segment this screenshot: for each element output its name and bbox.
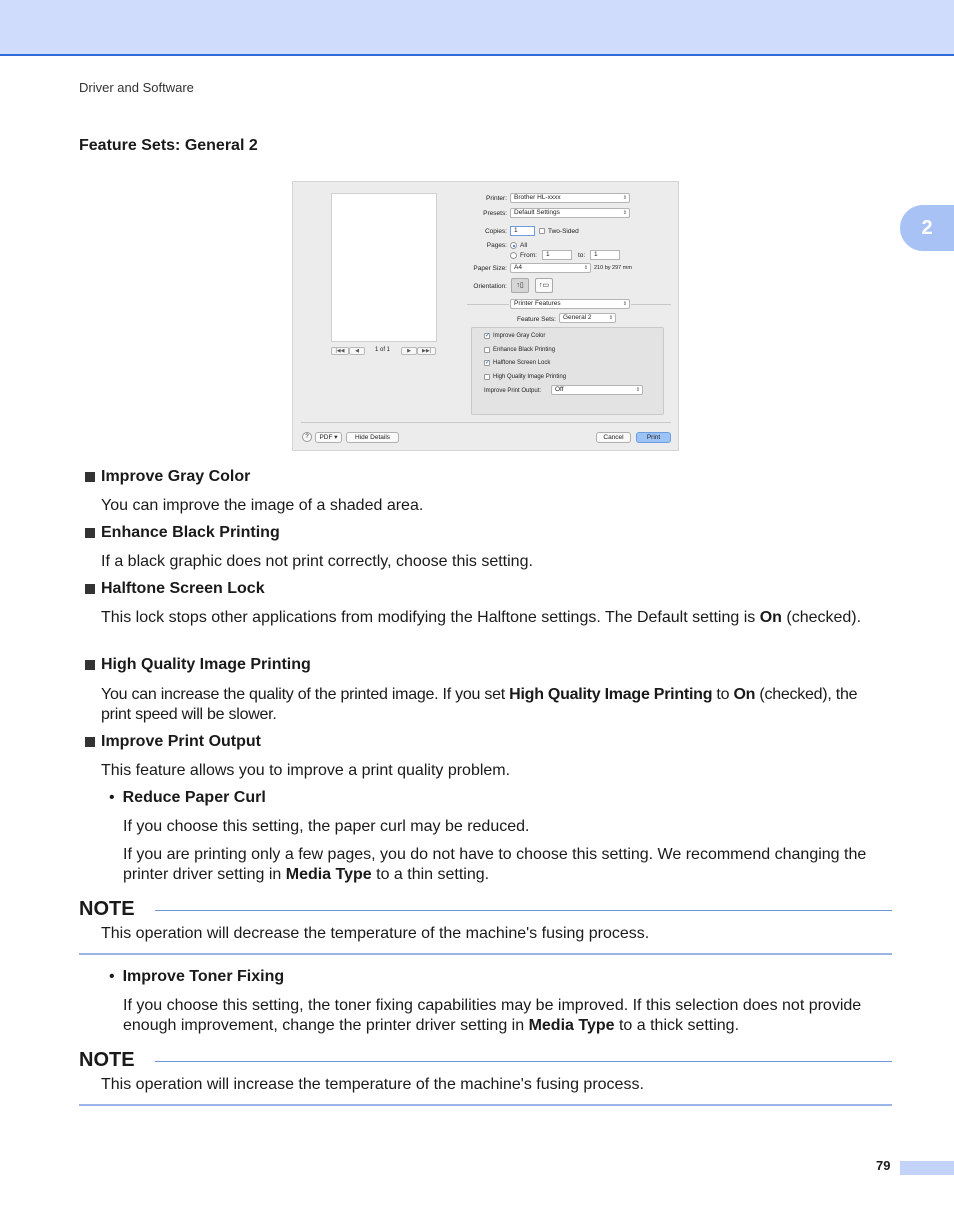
note-title: NOTE — [79, 1049, 135, 1071]
sub-item-text: If you are printing only a few pages, you do not have to choose this setting. We recommend changing the printer driver setting in Media Type to a thin setting. — [123, 846, 867, 883]
printer-label: Printer: — [486, 195, 507, 202]
feature-sets-value: General 2 — [563, 314, 592, 321]
print-button[interactable]: Print — [636, 432, 671, 443]
pdf-label: PDF — [319, 434, 333, 441]
prev-page-icon[interactable]: ◀ — [349, 347, 365, 355]
presets-popup[interactable] — [510, 208, 630, 218]
from-field[interactable]: 1 — [542, 250, 572, 260]
note-text: This operation will increase the temperature of the machine's fusing process. — [101, 1076, 644, 1093]
panel-popup[interactable] — [510, 299, 630, 309]
orientation-label: Orientation: — [473, 283, 507, 290]
popup-arrow-icon: ⇕ — [622, 301, 627, 307]
printer-value: Brother HL-xxxx — [514, 194, 561, 201]
option-label: Halftone Screen Lock — [493, 360, 551, 366]
popup-arrow-icon: ⇕ — [608, 315, 613, 321]
bullet-icon: • — [109, 968, 115, 985]
note-text: This operation will decrease the temperature of the machine's fusing process. — [101, 925, 650, 942]
paper-size-value: A4 — [514, 264, 522, 271]
preview-page — [331, 193, 437, 342]
square-bullet-icon — [85, 528, 95, 538]
option-label: Improve Gray Color — [493, 333, 546, 339]
bullet-icon: • — [109, 789, 115, 806]
paper-size-popup[interactable] — [510, 263, 591, 273]
enhance-black-checkbox[interactable] — [484, 347, 490, 353]
pages-from-label: From: — [520, 252, 537, 259]
improve-gray-checkbox[interactable]: ✓ — [485, 333, 491, 339]
separator — [631, 304, 671, 305]
help-icon[interactable]: ? — [302, 432, 312, 442]
note-bottom-rule — [79, 953, 892, 955]
pages-all-label: All — [520, 242, 528, 249]
chevron-down-icon: ▾ — [334, 434, 338, 441]
high-quality-checkbox[interactable] — [484, 374, 490, 380]
option-label: High Quality Image Printing — [493, 374, 567, 380]
landscape-icon[interactable]: ↑▭ — [535, 278, 553, 293]
page-indicator: 1 of 1 — [375, 347, 391, 353]
chapter-tab: 2 — [900, 205, 954, 251]
item-heading: Halftone Screen Lock — [85, 580, 265, 598]
to-label: to: — [578, 252, 586, 259]
improve-output-popup[interactable] — [551, 385, 643, 395]
note-rule — [155, 910, 892, 911]
sub-item-heading: • Reduce Paper Curl — [109, 789, 266, 806]
square-bullet-icon — [85, 584, 95, 594]
popup-arrow-icon: ⇕ — [622, 195, 627, 201]
pages-label: Pages: — [486, 242, 507, 249]
page-number-bar — [900, 1161, 954, 1175]
presets-label: Presets: — [483, 210, 507, 217]
feature-sets-label: Feature Sets: — [516, 316, 556, 323]
sub-item-text: If you choose this setting, the toner fixing capabilities may be improved. If this selection does not provide enough improvement, change the printer driver setting in Media Type to a thick setting. — [123, 997, 862, 1034]
improve-output-value: Off — [555, 386, 564, 393]
option-label: Enhance Black Printing — [493, 347, 556, 353]
panel-value: Printer Features — [514, 300, 561, 307]
hide-details-button[interactable]: Hide Details — [346, 432, 399, 443]
popup-arrow-icon: ⇕ — [622, 210, 627, 216]
two-sided-checkbox[interactable] — [539, 228, 545, 234]
feature-sets-popup[interactable] — [559, 313, 616, 323]
presets-value: Default Settings — [514, 209, 560, 216]
paper-dimensions: 210 by 297 mm — [594, 265, 632, 271]
popup-arrow-icon: ⇕ — [583, 265, 588, 271]
halftone-lock-checkbox[interactable]: ✓ — [485, 360, 491, 366]
pages-all-radio[interactable] — [510, 242, 517, 249]
item-heading: Improve Print Output — [85, 733, 261, 751]
separator — [467, 304, 509, 305]
item-text: You can improve the image of a shaded area. — [101, 497, 424, 514]
pdf-button[interactable] — [315, 432, 342, 443]
pages-from-radio[interactable] — [510, 252, 517, 259]
portrait-icon[interactable]: ↑▯ — [511, 278, 529, 293]
note-title: NOTE — [79, 898, 135, 920]
square-bullet-icon — [85, 660, 95, 670]
running-head: Driver and Software — [79, 80, 194, 95]
page-number: 79 — [876, 1158, 891, 1173]
sub-item-text: If you choose this setting, the paper curl may be reduced. — [123, 818, 530, 835]
square-bullet-icon — [85, 737, 95, 747]
item-text: If a black graphic does not print correctly, choose this setting. — [101, 553, 533, 570]
item-heading: Enhance Black Printing — [85, 524, 280, 542]
square-bullet-icon — [85, 472, 95, 482]
section-title: Feature Sets: General 2 — [79, 137, 258, 154]
note-rule — [155, 1061, 892, 1062]
print-dialog-screenshot — [292, 181, 679, 451]
item-heading: High Quality Image Printing — [85, 656, 311, 674]
improve-output-label: Improve Print Output: — [484, 388, 542, 394]
printer-popup[interactable] — [510, 193, 630, 203]
two-sided-label: Two-Sided — [548, 228, 579, 235]
cancel-button[interactable]: Cancel — [596, 432, 631, 443]
item-text: You can increase the quality of the printed image. If you set High Quality Image Printing to On (checked), the print speed will be slower. — [101, 686, 858, 723]
options-group — [471, 327, 664, 415]
item-text: This feature allows you to improve a print quality problem. — [101, 762, 511, 779]
sub-item-heading: • Improve Toner Fixing — [109, 968, 285, 985]
last-page-icon[interactable]: ▶▶| — [417, 347, 436, 355]
item-heading: Improve Gray Color — [85, 468, 250, 486]
to-field[interactable]: 1 — [590, 250, 620, 260]
item-text: This lock stops other applications from modifying the Halftone settings. The Default setting is On (checked). — [101, 609, 862, 626]
next-page-icon[interactable]: ▶ — [401, 347, 417, 355]
paper-size-label: Paper Size: — [473, 265, 507, 272]
first-page-icon[interactable]: |◀◀ — [331, 347, 349, 355]
note-bottom-rule — [79, 1104, 892, 1106]
popup-arrow-icon: ⇕ — [635, 387, 640, 393]
separator — [301, 422, 671, 423]
copies-field[interactable]: 1 — [510, 226, 535, 236]
header-band — [0, 0, 954, 56]
copies-label: Copies: — [484, 228, 507, 235]
